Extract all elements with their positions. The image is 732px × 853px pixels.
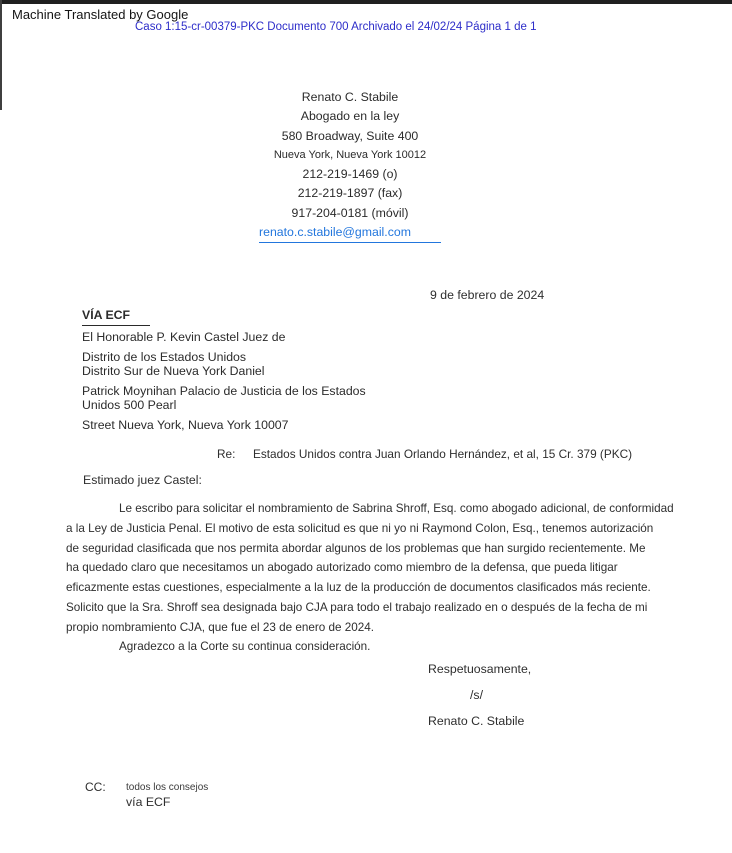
recipient-line: Distrito de los Estados Unidos bbox=[82, 350, 247, 364]
re-label: Re: bbox=[217, 447, 236, 461]
recipient-block bbox=[82, 309, 366, 433]
body-paragraph bbox=[66, 499, 726, 638]
letterhead-phone-fax: 212-219-1897 (fax) bbox=[297, 186, 403, 201]
cc-label: CC: bbox=[85, 780, 106, 794]
letterhead-role: Abogado en la ley bbox=[300, 109, 400, 124]
body-line: de seguridad clasificada que nos permita abordar algunos de los problemas que han surgido recientemente. Me bbox=[66, 541, 646, 555]
recipient-line: El Honorable P. Kevin Castel Juez de bbox=[82, 329, 286, 344]
signature-closing: Respetuosamente, bbox=[428, 662, 532, 676]
recipient-line: Distrito Sur de Nueva York Daniel bbox=[82, 363, 265, 378]
recipient-line: Street Nueva York, Nueva York 10007 bbox=[82, 418, 289, 432]
letterhead-phone-mobile: 917-204-0181 (móvil) bbox=[291, 205, 409, 220]
re-case-caption: Estados Unidos contra Juan Orlando Hernández, et al, 15 Cr. 379 (PKC) bbox=[253, 447, 633, 461]
body-line: a la Ley de Justicia Penal. El motivo de esta solicitud es que ni yo ni Raymond Colon, Esq., tenemos autorización bbox=[66, 521, 654, 535]
letterhead-address-line2: Nueva York, Nueva York 10012 bbox=[273, 148, 427, 161]
court-filing-stamp: Caso 1:15-cr-00379-PKC Documento 700 Archivado el 24/02/24 Página 1 de 1 bbox=[135, 21, 537, 33]
via-ecf-label: VÍA ECF bbox=[82, 309, 150, 326]
body-line: propio nombramiento CJA, que fue el 23 de enero de 2024. bbox=[66, 620, 374, 634]
signature-name: Renato C. Stabile bbox=[428, 714, 525, 728]
letterhead-address-line1: 580 Broadway, Suite 400 bbox=[281, 128, 419, 143]
salutation: Estimado juez Castel: bbox=[83, 473, 202, 487]
scan-top-border bbox=[0, 0, 732, 4]
letterhead-phone-office: 212-219-1469 (o) bbox=[302, 167, 398, 182]
signature-s-mark: /s/ bbox=[470, 688, 483, 702]
email-link[interactable]: renato.c.stabile@gmail.com bbox=[259, 223, 441, 243]
machine-translated-banner: Machine Translated by Google bbox=[12, 7, 189, 22]
closing-paragraph: Agradezco a la Corte su continua consideración. bbox=[119, 640, 371, 653]
letter-date: 9 de febrero de 2024 bbox=[430, 288, 545, 302]
letterhead bbox=[0, 88, 700, 243]
body-line: eficazmente estas cuestiones, especialmente a la luz de la producción de documentos clasificados más reciente. bbox=[66, 581, 651, 595]
body-line: ha quedado claro que necesitamos un abogado autorizado como miembro de la defensa, que pueda litigar bbox=[66, 561, 618, 575]
body-line: Solicito que la Sra. Shroff sea designada bajo CJA para todo el trabajo realizado en o después de la fecha de mi bbox=[66, 600, 648, 614]
cc-via-ecf: vía ECF bbox=[126, 795, 171, 809]
cc-recipients: todos los consejos bbox=[126, 782, 209, 793]
recipient-line: Patrick Moynihan Palacio de Justicia de los Estados bbox=[82, 384, 366, 398]
recipient-line: Unidos 500 Pearl bbox=[82, 397, 177, 412]
letterhead-name: Renato C. Stabile bbox=[301, 90, 399, 104]
body-line: Le escribo para solicitar el nombramiento de Sabrina Shroff, Esq. como abogado adicional, de conformidad bbox=[119, 502, 674, 515]
